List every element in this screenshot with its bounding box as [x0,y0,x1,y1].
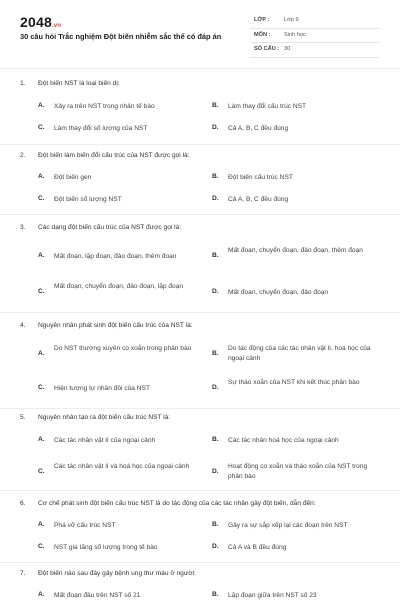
question-divider [0,408,400,409]
meta-value: Sinh học [284,31,306,38]
option-letter: C. [38,384,45,391]
option-text: Hoạt động co xoắn và tháo xoắn của NST trong phân bào [228,463,368,480]
option-letter: D. [212,288,219,295]
option-letter: C. [38,288,45,295]
option-letter: D. [212,543,219,550]
question-number: 2. [20,152,26,159]
page-header [0,0,400,68]
option-text: Làm thay đổi cấu trúc NST [228,103,307,110]
option-text: Các tác nhân vật lí của ngoại cảnh [54,437,156,444]
question-text: Cơ chế phát sinh đột biến cấu trúc NST là do tác động của các tác nhân gây đột biến, dẫn đến: [38,500,316,507]
question-number: 6. [20,500,26,507]
option-text: Sự tháo xoắn của NST khi kết thúc phân bào [228,379,360,386]
option-text: Mất đoạn đầu trên NST số 21 [54,592,141,599]
logo-text: 2048 [20,14,52,30]
option-letter: B. [212,350,219,357]
option-text: Phá vỡ cấu trúc NST [54,522,116,529]
question-text: Nguyên nhân tạo ra đột biến cấu trúc NST là: [38,414,171,421]
meta-row-subject [250,29,380,44]
option-letter: C. [38,124,45,131]
option-text: Lặp đoạn giữa trên NST số 23 [228,592,317,599]
option-letter: C. [38,468,45,475]
option-letter: B. [212,436,219,443]
option-letter: C. [38,543,45,550]
option-letter: B. [212,252,219,259]
option-text: Do NST thường xuyên co xoắn trong phân bào [54,345,192,352]
question-divider [0,214,400,215]
option-text: Hiện tượng tự nhân đôi của NST [54,385,150,392]
question-text: Các dạng đột biến cấu trúc của NST được gọi là: [38,224,182,231]
option-text: Do tác động của các tác nhân vật lí, hoá học của ngoại cảnh [228,345,371,362]
option-text: Gây ra sự sắp xếp lại các đoạn trên NST [228,522,348,529]
option-letter: A. [38,173,45,180]
option-letter: B. [212,102,219,109]
question-divider [0,312,400,313]
option-text: Làm thay đổi số lượng của NST [54,125,148,132]
option-letter: A. [38,252,45,259]
meta-value: Lớp 9 [284,17,299,23]
option-text: Đột biến số lượng NST [54,196,122,203]
logo-suffix: .vn [51,23,62,29]
option-letter: D. [212,195,219,202]
question-number: 5. [20,414,26,421]
option-text: Mất đoạn, chuyển đoạn, đảo đoạn, thêm đoạn [228,247,363,254]
question-divider [0,562,400,563]
site-logo[interactable] [20,14,61,30]
option-letter: A. [38,591,45,598]
document-title: 30 câu hỏi Trắc nghiệm Đột biến nhiễm sắc thể có đáp án [20,32,222,41]
option-text: Cả A và B đều đúng [228,544,287,551]
option-letter: B. [212,173,219,180]
question-text: Đột biến NST là loại biến dị: [38,80,120,87]
option-text: Mất đoạn, chuyển đoạn, đảo đoạn [228,289,329,296]
question-text: Nguyên nhân phát sinh đột biến cấu trúc của NST là: [38,322,193,329]
option-text: Mất đoạn, chuyển đoạn, đảo đoạn, lặp đoạn [54,283,184,290]
question-number: 1. [20,80,26,87]
meta-row-count [250,43,380,58]
header-divider [0,68,400,69]
option-text: Cả A, B, C đều đúng [228,125,289,132]
question-text: Đột biến nào sau đây gây bệnh ung thư máu ở người: [38,570,196,577]
meta-row-class [250,14,380,29]
option-text: Các tác nhân vật lí và hoá học của ngoại cảnh [54,463,190,470]
option-letter: C. [38,195,45,202]
meta-key: SỐ CÂU : [254,46,280,52]
option-letter: D. [212,468,219,475]
option-text: Đột biến gen [54,174,92,181]
option-letter: D. [212,124,219,131]
question-number: 3. [20,224,26,231]
question-divider [0,144,400,145]
question-text: Đột biến làm biến đổi cấu trúc của NST được gọi là: [38,152,190,159]
question-number: 7. [20,570,26,577]
meta-value: 30 [284,46,291,52]
option-letter: B. [212,521,219,528]
option-text: NST gia tăng số lượng trong tế bào [54,544,158,551]
option-text: Mất đoạn, lặp đoạn, đảo đoạn, thêm đoạn [54,253,177,260]
option-letter: A. [38,102,45,109]
question-divider [0,490,400,491]
option-text: Đột biến cấu trúc NST [228,174,293,181]
option-letter: B. [212,591,219,598]
meta-key: LỚP : [254,17,270,23]
question-number: 4. [20,322,26,329]
option-letter: A. [38,521,45,528]
meta-key: MÔN : [254,31,271,38]
document-meta [250,14,380,58]
option-letter: A. [38,436,45,443]
option-letter: D. [212,384,219,391]
option-text: Các tác nhân hoá học của ngoại cảnh [228,437,339,444]
option-text: Cả A, B, C đều đúng [228,196,289,203]
option-text: Xảy ra trên NST trong nhân tế bào [54,103,155,110]
option-letter: A. [38,350,45,357]
